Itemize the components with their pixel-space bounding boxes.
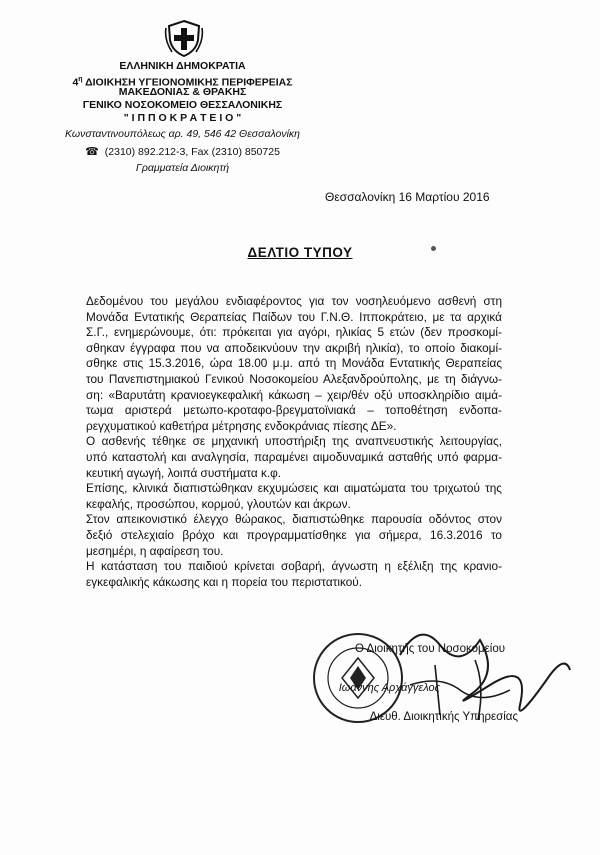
body-line: Στον απεικονιστικό έλεγχο θώρακος, διαπιστώθηκε παρουσία οδόντος στον	[86, 512, 502, 527]
body-line: σθηκαν έγγραφα που να αποδεικνύουν την ακριβή ηλικία), το οποίο διακομί-	[86, 340, 502, 355]
body-line: ρεγχυματικού καθετήρα μέτρησης ενδοκράνιας πίεσης ΔΕ».	[86, 418, 397, 433]
body-line: Σ.Γ., ενημερώνουμε, ότι: πρόκειται για αγόρι, ηλικίας 5 ετών (δεν προσκομί-	[86, 325, 502, 340]
body-line: Δεδομένου του μεγάλου ενδιαφέροντος για τον νοσηλευόμενο ασθενή στη	[86, 294, 502, 308]
body-line: κευτική αγωγή, λοιπά συστήματα κ.φ.	[86, 465, 282, 480]
scan-speck	[431, 246, 436, 251]
body-text	[86, 294, 502, 590]
header-region-name: ΜΑΚΕΔΟΝΙΑΣ & ΘΡΑΚΗΣ	[118, 86, 247, 98]
signature-name: Ιωάννης Αρχάγγελος	[338, 682, 440, 694]
header-hospital-name: " Ι Π Π Ο Κ Ρ Α Τ Ε Ι Ο "	[123, 112, 242, 124]
body-line: εγκεφαλικής κάκωσης και η πορεία του περιστατικού.	[86, 574, 363, 589]
body-line: Ο ασθενής τέθηκε σε μηχανική υποστήριξη της αναπνευστικής λειτουργίας,	[86, 434, 502, 449]
header-state: ΕΛΛΗΝΙΚΗ ΔΗΜΟΚΡΑΤΙΑ	[119, 60, 246, 72]
signature-role: Ο Διοικητής του Νοσοκομείου	[355, 643, 505, 655]
body-line: υπό καταστολή και αναλγησία, παραμένει αιμοδυναμικά ασταθής υπό φαρμα-	[86, 449, 502, 464]
body-line: ση: «Βαρυτάτη κρανιοεγκεφαλική κάκωση – χειρ/θέν οξύ υποσκληρίδιο αιμά-	[86, 387, 502, 402]
body-line: σθηκε στις 15.3.2016, ώρα 18.00 μ.μ. από τη Μονάδα Εντατικής Θεραπείας	[86, 356, 502, 371]
page-title: ΔΕΛΤΙΟ ΤΥΠΟΥ	[247, 245, 353, 260]
body-line: μεσημέρι, η αφαίρεση του.	[86, 543, 224, 558]
header-hospital: ΓΕΝΙΚΟ ΝΟΣΟΚΟΜΕΙΟ ΘΕΣΣΑΛΟΝΙΚΗΣ	[82, 99, 283, 111]
body-line: Μονάδα Εντατικής Θεραπείας Παίδων του Γ.Ν.Θ. Ιπποκράτειο, με τα αρχικά	[86, 309, 502, 324]
header-health-region: $4^\eta$ ΔΙΟΙΚΗΣΗ ΥΓΕΙΟΝΟΜΙΚΗΣ ΠΕΡΙΦΕΡΕΙΑΣ	[72, 76, 293, 89]
header-address: Κωνσταντινουπόλεως αρ. 49, 546 42 Θεσσαλονίκη	[65, 128, 300, 140]
signature-department: Διευθ. Διοικητικής Υπηρεσίας	[369, 711, 518, 723]
body-line: του Πανεπιστημιακού Γενικού Νοσοκομείου Αλεξανδρούπολης, με τη διάγνω-	[86, 371, 502, 386]
coat-of-arms-icon	[164, 18, 204, 58]
document-date: Θεσσαλονίκη 16 Μαρτίου 2016	[325, 190, 490, 204]
body-line: κεφαλής, προσώπου, κορμού, γλουτών και άκρων.	[86, 496, 351, 511]
body-line: Επίσης, κλινικά διαπιστώθηκαν εκχυμώσεις και αιματώματα του τριχωτού της	[86, 481, 502, 496]
header-phone: (2310) 892.212-3, Fax (2310) 850725	[104, 146, 280, 158]
body-line: δεξιό στελεχιαίο βρόχο και προγραμματίσθηκε για σήμερα, 16.3.2016 το	[86, 527, 502, 542]
body-line: τωμα αριστερά μετωπο-κροταφο-βρεγματοϊνιακά – τοποθέτηση ενδοπα-	[86, 403, 502, 418]
telephone-icon: ☎	[85, 146, 99, 158]
header-phone-line	[40, 146, 325, 159]
body-line: Η κατάσταση του παιδιού κρίνεται σοβαρή, άγνωστη η εξέλιξη της κρανιο-	[86, 559, 502, 574]
header-secretariat: Γραμματεία Διοικητή	[135, 162, 230, 174]
